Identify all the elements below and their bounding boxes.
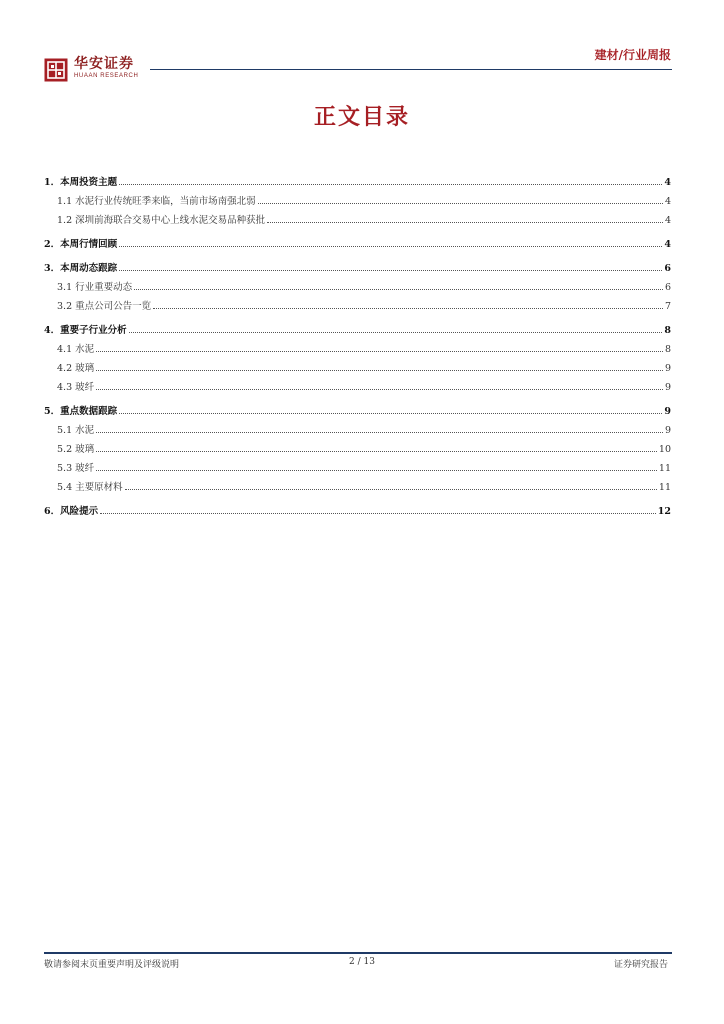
toc-page-number: 10 [658, 444, 671, 455]
toc-leader-dots [96, 470, 657, 471]
toc-section[interactable] [44, 503, 671, 522]
toc-label: 6．风险提示 [44, 506, 99, 517]
toc-label: 5.4 主要原材料 [57, 482, 123, 493]
toc-subsection[interactable] [44, 422, 671, 441]
toc-subsection[interactable] [44, 193, 671, 212]
toc-label: 5．重点数据跟踪 [44, 406, 118, 417]
toc-leader-dots [125, 489, 657, 490]
header-divider [150, 69, 672, 70]
toc-subsection[interactable] [44, 298, 671, 317]
toc-page-number: 7 [664, 301, 671, 312]
toc-label: 5.1 水泥 [57, 425, 95, 436]
toc-label: 4．重要子行业分析 [44, 325, 127, 336]
toc-section[interactable] [44, 174, 671, 193]
toc-page-number: 8 [664, 325, 671, 336]
toc-section[interactable] [44, 260, 671, 279]
report-type: 证券研究报告 [613, 960, 668, 970]
toc-label: 4.1 水泥 [57, 344, 95, 355]
toc-leader-dots [119, 270, 662, 271]
toc-page-number: 4 [664, 215, 671, 226]
toc-page-number: 4 [664, 196, 671, 207]
toc-subsection[interactable] [44, 212, 671, 231]
toc-leader-dots [134, 289, 663, 290]
toc-label: 4.3 玻纤 [57, 382, 95, 393]
table-of-contents [44, 174, 671, 522]
toc-leader-dots [96, 432, 663, 433]
toc-page-number: 12 [657, 506, 671, 517]
toc-label: 4.2 玻璃 [57, 363, 95, 374]
toc-page-number: 8 [664, 344, 671, 355]
toc-leader-dots [119, 246, 662, 247]
toc-leader-dots [267, 222, 663, 223]
toc-leader-dots [129, 332, 663, 333]
toc-leader-dots [119, 184, 662, 185]
toc-subsection[interactable] [44, 360, 671, 379]
toc-label: 1.2 深圳前海联合交易中心上线水泥交易品种获批 [57, 215, 266, 226]
report-category: 建材/行业周报 [594, 48, 671, 62]
huaan-logo-icon [44, 58, 68, 82]
toc-page-number: 4 [664, 239, 671, 250]
toc-leader-dots [258, 203, 663, 204]
toc-section[interactable] [44, 236, 671, 255]
page-indicator: 2 / 13 [349, 957, 375, 967]
toc-page-number: 9 [664, 382, 671, 393]
toc-page-number: 6 [664, 263, 671, 274]
brand-name-en: HUAAN RESEARCH [74, 73, 139, 79]
toc-leader-dots [96, 370, 663, 371]
toc-section[interactable] [44, 403, 671, 422]
page-title: 正文目录 [313, 104, 410, 130]
footer-disclaimer: 敬请参阅末页重要声明及评级说明 [44, 960, 180, 970]
toc-label: 3.1 行业重要动态 [57, 282, 133, 293]
toc-subsection[interactable] [44, 279, 671, 298]
toc-leader-dots [153, 308, 663, 309]
toc-label: 1.1 水泥行业传统旺季来临，当前市场南强北弱 [57, 196, 256, 207]
brand-name-cn: 华安证券 [74, 56, 134, 72]
toc-section[interactable] [44, 322, 671, 341]
toc-page-number: 9 [664, 425, 671, 436]
toc-label: 1．本周投资主题 [44, 177, 118, 188]
toc-leader-dots [100, 513, 656, 514]
toc-page-number: 11 [658, 482, 671, 493]
brand-block [74, 56, 138, 80]
toc-page-number: 9 [664, 363, 671, 374]
toc-page-number: 11 [658, 463, 671, 474]
toc-leader-dots [96, 451, 657, 452]
toc-leader-dots [119, 413, 662, 414]
toc-page-number: 9 [664, 406, 671, 417]
toc-subsection[interactable] [44, 379, 671, 398]
toc-page-number: 6 [664, 282, 671, 293]
toc-subsection[interactable] [44, 341, 671, 360]
toc-label: 2．本周行情回顾 [44, 239, 118, 250]
toc-label: 3．本周动态跟踪 [44, 263, 118, 274]
toc-label: 5.3 玻纤 [57, 463, 95, 474]
footer-divider [44, 952, 672, 954]
toc-subsection[interactable] [44, 441, 671, 460]
toc-page-number: 4 [664, 177, 671, 188]
toc-label: 5.2 玻璃 [57, 444, 95, 455]
toc-label: 3.2 重点公司公告一览 [57, 301, 152, 312]
toc-subsection[interactable] [44, 460, 671, 479]
toc-subsection[interactable] [44, 479, 671, 498]
toc-leader-dots [96, 351, 663, 352]
toc-leader-dots [96, 389, 663, 390]
